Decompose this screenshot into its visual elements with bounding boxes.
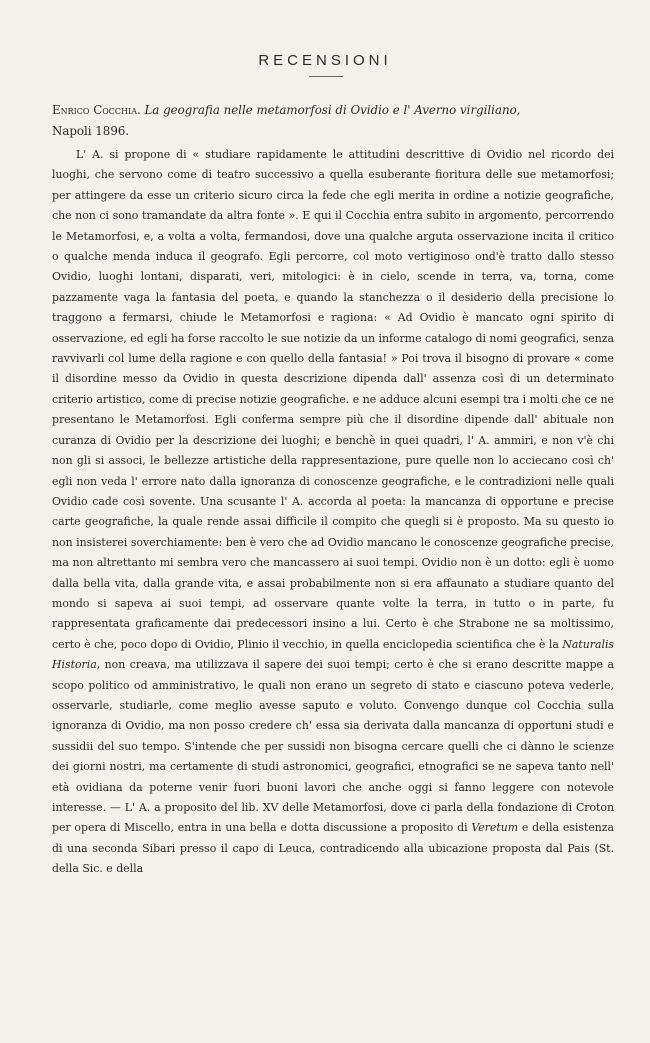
review-text-part1: L' A. si propone di « studiare rapidamente le attitudini descrittive di Ovidio nel ricordo dei luoghi, che servono come di teatro successivo a quella esuberante fioritura delle sue metamorfosi; per attingere da esse un criterio sicuro circa la fede che egli merita in ordine a notizie geografiche, che non ci sono tramandate da altra fonte ». E qui il Cocchia entra subito in argomento, percorrendo le Metamorfosi, e, a volta a volta, fermandosi, dove una qualche arguta osservazione incita il critico o qualche menda induca il geografo. Egli percorre, col moto vertiginoso ond'è tratto dallo stesso Ovidio, luoghi lontani, disparati, veri, mitologici: è in cielo, scende in terra, va, torna, come pazzamente vaga la fantasia del poeta, e quando la stanchezza o il desiderio della precisione lo traggono a fermarsi, chiude le Metamorfosi e ragiona: « Ad Ovidio è mancato ogni spirito di osservazione, ed egli ha forse raccolto le sue notizie da un informe catalogo di nomi geografici, senza ravvivarli col lume della ragione e con quello della fantasia! » Poi trova il bisogno di provare « come il disordine messo da Ovidio in questa descrizione dipenda dall' assenza così di un determinato criterio artistico, come di precise notizie geografiche. e ne adduce alcuni esempi tra i molti che ce ne presentano le Metamorfosi. Egli conferma sempre più che il disordine dipende dall' abituale non curanza di Ovidio per la descrizione dei luoghi; e benchè in quei quadri, l' A. ammiri, e non v'è chi non gli si associ, le bellezze artistiche della rappresentazione, pure quelle non lo acciecano così ch' egli non veda l' errore nato dalla ignoranza di conoscenze geografiche, e le contradizioni nelle quali Ovidio cade così sovente. Una scusante l' A. accorda al poeta: la mancanza di opportune e precise carte geografiche, la quale rende assai difficile il compito che quegli si è proposto. Ma su questo io non insisterei soverchiamente: ben è vero che ad Ovidio mancano le conoscenze geografiche precise, ma non altrettanto mi sembra vero che mancassero ai suoi tempi. Ovidio non è un dotto: egli è uomo dalla bella vita, dalla grande vita, e assai probabilmente non si era affaunato a studiare quanto del mondo si sapeva ai suoi tempi, ad osservare quante volte la terra, in tutto o in parte, fu rappresentata graficamente dai predecessori insino a lui. Certo è che Strabone ne sa moltissimo, certo è che, poco dopo di Ovidio, Plinio il vecchio, in quella enciclopedia scientifica che è la bbox=[52, 148, 614, 651]
title-divider bbox=[309, 76, 343, 77]
review-italic-place: Veretum bbox=[471, 821, 519, 835]
review-text-part2: , non creava, ma utilizzava il sapere dei suoi tempi; certo è che si erano descritte mappe a scopo politico od amministrativo, le quali non erano un segreto di stato e ciascuno poteva vederle, osservarle, studiarle, come meglio avesse saputo e voluto. Convengo dunque col Cocchia sulla ignoranza di Ovidio, ma non posso credere ch' essa sia derivata dalla mancanza di opportuni studi e sussidii del suo tempo. S'intende che per sussidi non bisogna cercare quelli che ci dànno le scienze dei giorni nostri, ma certamente di studi astronomici, geografici, etnografici se ne sapeva tanto nell' età ovidiana da poterne venir fuori buoni lavori che anche oggi si fanno leggere con notevole interesse. — L' A. a proposito del lib. XV delle Metamorfosi, dove ci parla della fondazione di Croton per opera di Miscello, entra in una bella e dotta discussione a proposito di bbox=[52, 658, 614, 835]
book-reference bbox=[52, 100, 612, 142]
reference-place-year: Napoli 1896. bbox=[52, 124, 130, 138]
reference-book-title: La geografia nelle metamorfosi di Ovidio e l' Averno virgiliano, bbox=[144, 103, 521, 117]
review-italic-work: Naturalis Historia bbox=[52, 637, 615, 672]
review-paragraph bbox=[52, 145, 614, 880]
reference-author: Enrico Cocchia. bbox=[52, 103, 141, 117]
section-title: RECENSIONI bbox=[258, 52, 392, 69]
review-body bbox=[52, 145, 614, 880]
review-text-part3: e della esistenza di una seconda Sibari presso il capo di Leuca, contradicendo alla ubicazione proposta dal Pais (St. della Sic. e della bbox=[52, 821, 615, 876]
